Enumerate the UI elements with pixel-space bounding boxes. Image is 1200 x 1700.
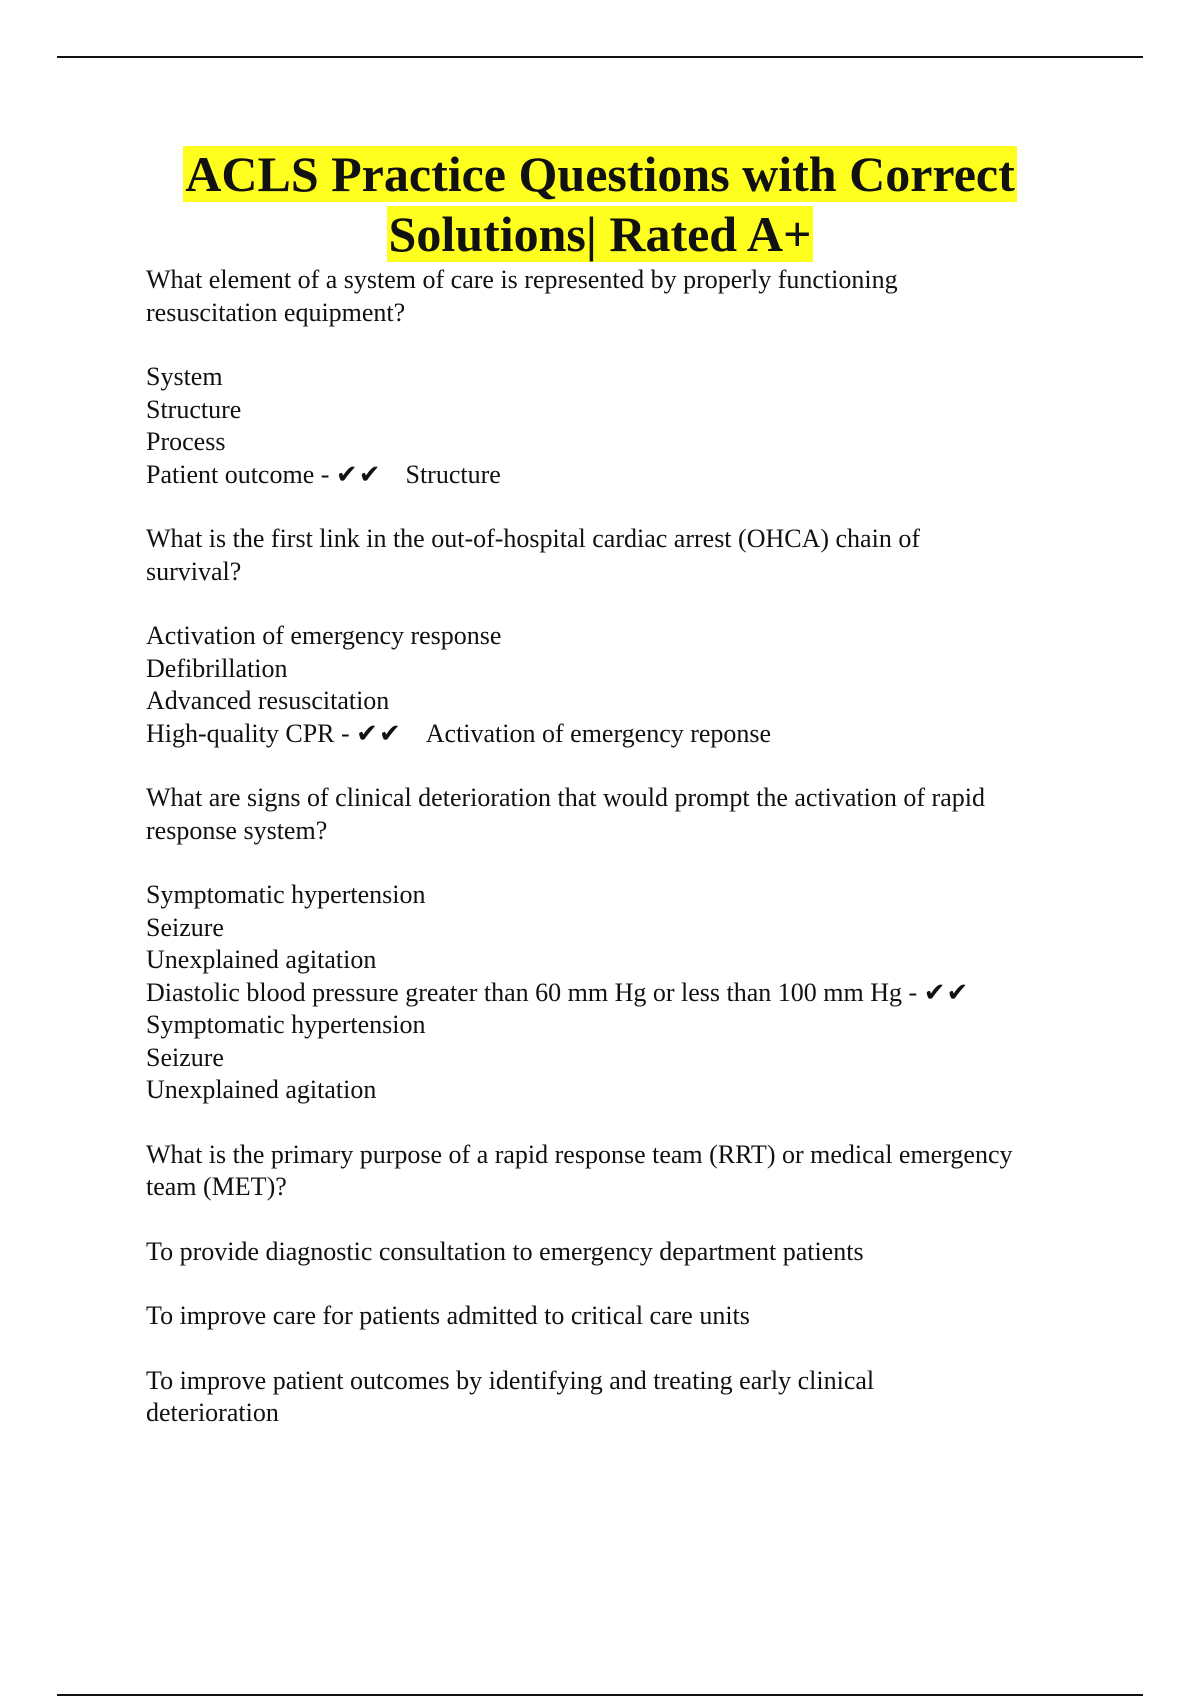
header-rule xyxy=(57,56,1143,58)
check-icon: ✔✔ xyxy=(335,459,382,489)
question-3-option-3: Unexplained agitation xyxy=(146,945,377,974)
question-2-last-option-row xyxy=(146,718,1106,751)
question-4-option-2: To improve care for patients admitted to critical care units xyxy=(146,1301,750,1330)
question-block-4 xyxy=(146,1139,1106,1430)
question-2-text-line-1: What is the first link in the out-of-hospital cardiac arrest (OHCA) chain of xyxy=(146,524,920,553)
question-4-text-line-2: team (MET)? xyxy=(146,1172,287,1201)
document-body xyxy=(146,264,1106,1430)
question-3-last-option-row xyxy=(146,977,1106,1010)
title-line-2: Solutions| Rated A+ xyxy=(388,206,812,262)
question-block-3 xyxy=(146,782,1106,1107)
question-2-option-3: Advanced resuscitation xyxy=(146,686,390,715)
footer-rule xyxy=(57,1694,1143,1696)
question-3-option-4: Diastolic blood pressure greater than 60 mm Hg or less than 100 mm Hg - xyxy=(146,977,924,1007)
question-block-2 xyxy=(146,523,1106,750)
question-3-option-1: Symptomatic hypertension xyxy=(146,880,426,909)
document-title xyxy=(0,144,1200,264)
question-2-option-2: Defibrillation xyxy=(146,653,288,683)
question-3-text-line-1: What are signs of clinical deterioration that would prompt the activation of rapid xyxy=(146,783,985,812)
question-3-answer-2: Seizure xyxy=(146,1042,224,1072)
question-3-answer-1: Symptomatic hypertension xyxy=(146,1010,426,1039)
question-4-option-3-line-2: deterioration xyxy=(146,1398,279,1427)
question-block-1 xyxy=(146,264,1106,491)
question-2-option-1: Activation of emergency response xyxy=(146,621,502,650)
check-icon: ✔✔ xyxy=(923,977,970,1007)
question-3-answer-3: Unexplained agitation xyxy=(146,1075,377,1104)
question-3-option-2: Seizure xyxy=(146,912,224,942)
question-1-text-line-1: What element of a system of care is represented by properly functioning xyxy=(146,265,898,294)
question-1-text-line-2: resuscitation equipment? xyxy=(146,297,406,327)
question-1-option-4: Patient outcome - xyxy=(146,459,336,489)
question-2-answer: Activation of emergency reponse xyxy=(425,718,772,748)
question-4-option-1: To provide diagnostic consultation to emergency department patients xyxy=(146,1236,864,1266)
question-1-option-3: Process xyxy=(146,427,226,456)
question-2-option-4: High-quality CPR - xyxy=(146,718,357,748)
question-1-last-option-row xyxy=(146,459,1106,492)
title-line-1: ACLS Practice Questions with Correct xyxy=(185,146,1015,202)
question-2-text-line-2: survival? xyxy=(146,556,242,586)
question-1-option-2: Structure xyxy=(146,394,242,424)
question-4-option-3-line-1: To improve patient outcomes by identifying and treating early clinical xyxy=(146,1365,875,1395)
question-1-answer: Structure xyxy=(405,459,501,489)
check-icon: ✔✔ xyxy=(356,718,402,748)
question-4-text-line-1: What is the primary purpose of a rapid response team (RRT) or medical emergency xyxy=(146,1139,1013,1169)
question-3-text-line-2: response system? xyxy=(146,815,328,845)
question-1-option-1: System xyxy=(146,362,223,391)
